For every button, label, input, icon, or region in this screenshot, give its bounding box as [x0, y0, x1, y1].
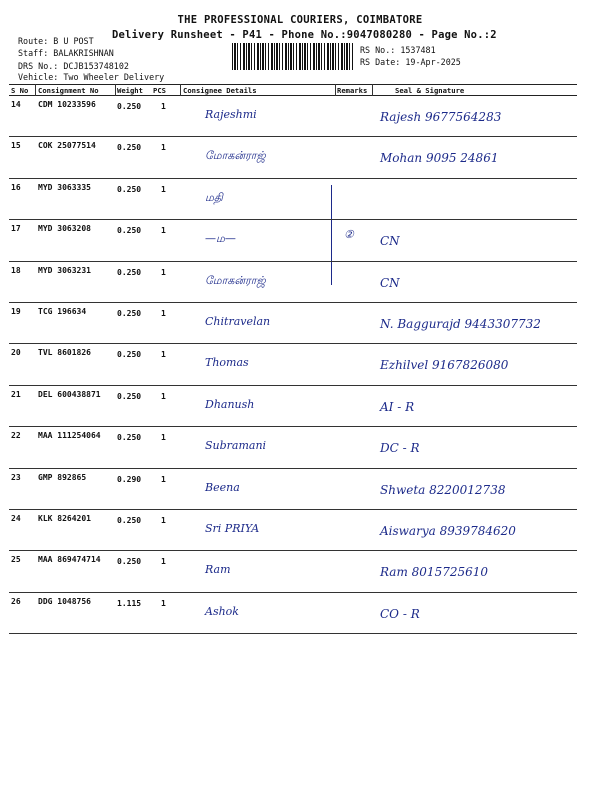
- col-header-consignee: Consignee Details: [183, 86, 257, 95]
- runsheet-title: Delivery Runsheet - P41 - Phone No.:9047080280 - Page No.:2: [112, 29, 497, 41]
- row-sno: 26: [11, 596, 21, 606]
- route-label: Route: B U POST: [18, 36, 94, 46]
- row-weight: 0.250: [117, 267, 142, 277]
- row-consignment: KLK 8264201: [38, 514, 91, 523]
- row-weight: 0.250: [117, 143, 142, 153]
- row-seal-signature: N. Baggurajd 9443307732: [380, 317, 541, 331]
- row-sno: 22: [11, 431, 21, 441]
- row-consignee-handwriting: Subramani: [205, 439, 267, 453]
- row-divider: [9, 219, 577, 220]
- row-pcs: 1: [161, 516, 166, 525]
- row-divider: [9, 426, 577, 427]
- row-consignment: COK 25077514: [38, 141, 96, 151]
- col-header-sno: S No: [11, 86, 29, 95]
- row-consignment: GMP 892865: [38, 472, 87, 482]
- row-weight: 0.250: [117, 184, 142, 194]
- row-seal-signature: DC - R: [380, 441, 420, 456]
- row-consignee-handwriting: Chitravelan: [205, 315, 271, 328]
- row-consignee-handwriting: Ashok: [205, 604, 239, 618]
- row-weight: 0.250: [117, 516, 142, 525]
- row-consignment: TVL 8601826: [38, 348, 91, 358]
- row-sno: 24: [11, 514, 21, 523]
- row-consignment: TCG 196634: [38, 307, 87, 316]
- vehicle-label: Vehicle: Two Wheeler Delivery: [18, 72, 165, 82]
- row-divider: [9, 343, 577, 344]
- col-header-remarks: Remarks: [337, 86, 368, 95]
- row-weight: 0.250: [117, 226, 142, 236]
- row-seal-signature: Ezhilvel 9167826080: [380, 358, 509, 373]
- row-sno: 21: [11, 389, 21, 399]
- row-weight: 0.250: [117, 102, 142, 111]
- row-seal-signature: Ram 8015725610: [380, 565, 489, 580]
- row-consignment: MYD 3063231: [38, 265, 91, 275]
- row-consignment: DEL 600438871: [38, 389, 101, 399]
- row-consignee-handwriting: Rajeshmi: [205, 108, 257, 121]
- row-sno: 14: [11, 100, 21, 109]
- row-divider: [9, 385, 577, 386]
- row-sno: 20: [11, 348, 21, 358]
- row-consignee-handwriting: Thomas: [205, 356, 249, 370]
- page-title: THE PROFESSIONAL COURIERS, COIMBATORE: [177, 14, 423, 26]
- row-divider: [9, 261, 577, 262]
- row-pcs: 1: [161, 184, 166, 194]
- row-consignment: MAA 111254064: [38, 431, 101, 441]
- row-sno: 19: [11, 307, 21, 316]
- rs-date: RS Date: 19-Apr-2025: [360, 57, 461, 67]
- row-divider: [9, 633, 577, 634]
- col-header-seal: Seal & Signature: [395, 86, 465, 95]
- row-seal-signature: CN: [380, 275, 400, 290]
- row-weight: 1.115: [117, 598, 142, 608]
- row-consignment: CDM 10233596: [38, 100, 96, 109]
- row-sno: 15: [11, 141, 21, 151]
- row-divider: [9, 136, 577, 137]
- row-pcs: 1: [161, 474, 166, 484]
- row-seal-signature: CO - R: [380, 606, 420, 621]
- row-seal-signature: AI - R: [380, 399, 415, 414]
- row-pcs: 1: [161, 267, 166, 277]
- row-weight: 0.250: [117, 391, 142, 401]
- row-pcs: 1: [161, 102, 166, 111]
- row-pcs: 1: [161, 391, 166, 401]
- row-seal-signature: Mohan 9095 24861: [380, 151, 499, 166]
- row-weight: 0.290: [117, 474, 142, 484]
- row-consignment: MAA 869474714: [38, 555, 101, 565]
- row-pcs: 1: [161, 226, 166, 236]
- row-sno: 16: [11, 182, 21, 192]
- row-consignee-handwriting: மோகன்ராஜ்: [205, 149, 266, 163]
- row-divider: [9, 178, 577, 179]
- row-weight: 0.250: [117, 350, 142, 360]
- row-sno: 23: [11, 472, 21, 482]
- rs-number: RS No.: 1537481: [360, 45, 436, 55]
- row-consignee-handwriting: —ம—: [205, 232, 236, 246]
- row-seal-signature: CN: [380, 234, 400, 249]
- row-pcs: 1: [161, 350, 166, 360]
- row-weight: 0.250: [117, 557, 142, 567]
- col-header-consignment: Consignment No: [38, 86, 99, 95]
- row-pcs: 1: [161, 309, 166, 318]
- staff-label: Staff: BALAKRISHNAN: [18, 48, 114, 58]
- row-pcs: 1: [161, 143, 166, 153]
- row-remark-handwriting: ②: [344, 228, 354, 242]
- row-divider: [9, 468, 577, 469]
- col-header-weight: Weight: [117, 86, 143, 95]
- row-weight: 0.250: [117, 433, 142, 443]
- row-divider: [9, 550, 577, 551]
- row-consignee-handwriting: Beena: [205, 480, 240, 494]
- row-divider: [9, 509, 577, 510]
- row-seal-signature: Aiswarya 8939784620: [380, 524, 516, 538]
- row-consignee-handwriting: Ram: [205, 563, 231, 577]
- row-seal-signature: Rajesh 9677564283: [380, 110, 502, 124]
- row-consignee-handwriting: மதி: [205, 190, 223, 204]
- row-consignee-handwriting: Sri PRIYA: [205, 522, 260, 535]
- row-pcs: 1: [161, 433, 166, 443]
- row-weight: 0.250: [117, 309, 142, 318]
- drs-number: DRS No.: DCJB153748102: [18, 61, 129, 71]
- row-sno: 25: [11, 555, 21, 565]
- row-divider: [9, 302, 577, 303]
- row-pcs: 1: [161, 598, 166, 608]
- row-sno: 18: [11, 265, 21, 275]
- row-consignee-handwriting: Dhanush: [205, 397, 255, 411]
- row-consignment: MYD 3063335: [38, 182, 91, 192]
- row-consignment: MYD 3063208: [38, 224, 91, 234]
- col-header-pcs: PCS: [153, 86, 166, 95]
- row-divider: [9, 592, 577, 593]
- row-sno: 17: [11, 224, 21, 234]
- row-pcs: 1: [161, 557, 166, 567]
- row-consignee-handwriting: மோகன்ராஜ்: [205, 273, 266, 287]
- row-seal-signature: Shweta 8220012738: [380, 482, 506, 497]
- row-consignment: DDG 1048756: [38, 596, 91, 606]
